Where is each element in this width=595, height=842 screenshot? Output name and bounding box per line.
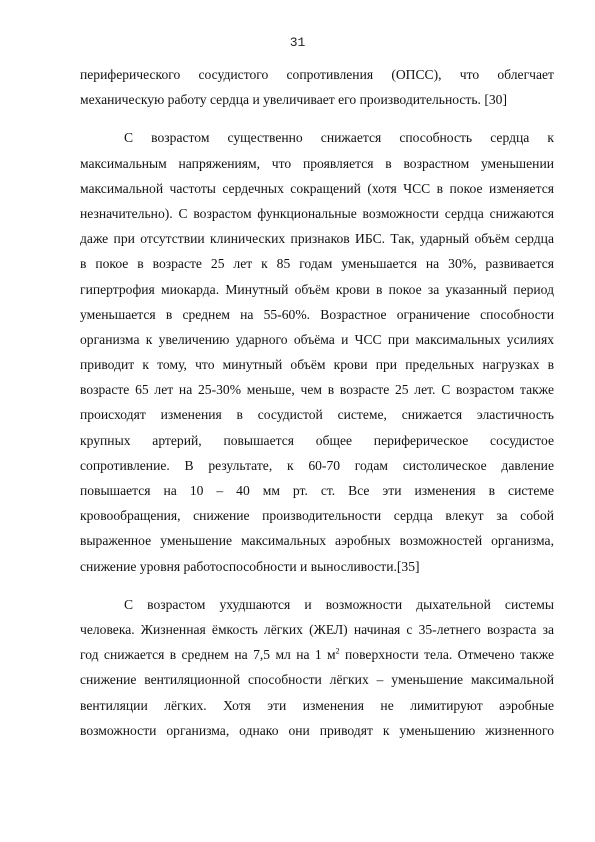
text-line: возможности организма, однако они приводят к уменьшению жизненного (80, 722, 554, 738)
paragraph (80, 125, 554, 578)
text-line: происходят изменения в сосудистой системе, снижается эластичность (80, 407, 554, 423)
text-line: незначительно). С возрастом функциональные возможности сердца снижаются (80, 205, 554, 221)
text-line: механическую работу сердца и увеличивает его производительность. [30] (80, 92, 508, 108)
text-line: гипертрофия миокарда. Минутный объём крови в покое за указанный период (80, 281, 554, 297)
text-line: С возрастом ухудшаются и возможности дыхательной системы (124, 596, 554, 612)
text-line: снижение уровня работоспособности и выносливости.[35] (80, 558, 420, 574)
body-text (80, 62, 554, 743)
text-fragment: год снижается в среднем на 7,5 мл на 1 м (80, 647, 336, 663)
text-line: снижение вентиляционной способности лёгких – уменьшение максимальной (80, 672, 554, 688)
text-line: периферического сосудистого сопротивления (ОПСС), что облегчает (80, 67, 554, 82)
text-line: приводит к тому, что минутный объём крови при предельных нагрузках в (80, 357, 554, 373)
text-line: С возрастом существенно снижается способность сердца к (124, 130, 554, 146)
text-line: сопротивление. В результате, к 60-70 годам систолическое давление (80, 457, 554, 473)
text-line: повышается на 10 – 40 мм рт. ст. Все эти изменения в системе (80, 483, 554, 498)
text-fragment: поверхности тела. Отмечено также (339, 647, 555, 663)
text-line: максимальным напряжениям, что проявляется в возрастном уменьшении (80, 155, 554, 171)
page-number: 31 (289, 35, 306, 50)
text-line: вентиляции лёгких. Хотя эти изменения не лимитируют аэробные (80, 697, 554, 713)
text-line: даже при отсутствии клинических признаков ИБС. Так, ударный объём сердца (80, 231, 554, 247)
text-line: крупных артерий, повышается общее периферическое сосудистое (80, 432, 554, 448)
text-line: максимальной частоты сердечных сокращений (хотя ЧСС в покое изменяется (80, 180, 554, 196)
text-line: в покое в возрасте 25 лет к 85 годам уменьшается на 30%, развивается (80, 256, 554, 272)
text-line: выраженное уменьшение максимальных аэробных возможностей организма, (80, 533, 554, 549)
superscript: 2 (335, 646, 340, 656)
text-line: уменьшается в среднем на 55-60%. Возрастное ограничение способности (80, 306, 554, 322)
text-line: человека. Жизненная ёмкость лёгких (ЖЕЛ) начиная с 35-летнего возраста за (80, 621, 554, 637)
text-line-with-superscript (80, 642, 554, 667)
text-line: возрасте 65 лет на 25-30% меньше, чем в возрасте 25 лет. С возрастом также (80, 382, 554, 398)
paragraph (80, 592, 554, 743)
text-line: кровообращения, снижение производительности сердца влекут за собой (80, 508, 554, 524)
text-line: организма к увеличению ударного объёма и ЧСС при максимальных усилиях (80, 331, 554, 347)
paragraph (80, 62, 554, 112)
